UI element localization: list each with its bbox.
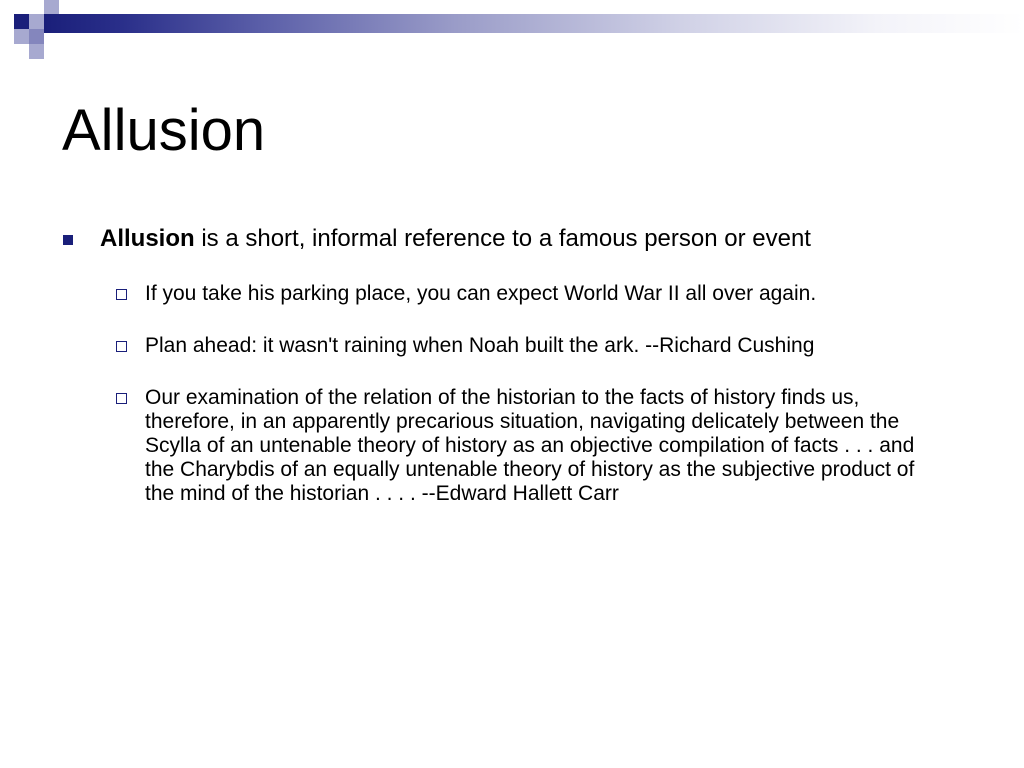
decor-square-light [44,0,59,14]
decor-square-light [29,44,44,59]
hollow-square-icon [116,393,127,404]
term-label: Allusion [100,225,195,252]
slide-title: Allusion [62,98,266,163]
filled-square-icon [63,235,73,245]
decor-square-light [14,29,29,44]
example-text: Plan ahead: it wasn't raining when Noah built the ark. --Richard Cushing [145,334,815,357]
example-text: If you take his parking place, you can expect World War II all over again. [145,282,817,305]
hollow-square-icon [116,341,127,352]
hollow-square-icon [116,289,127,300]
example-item [62,334,982,358]
header-gradient-band [44,14,1024,33]
term-definition: is a short, informal reference to a famous person or event [194,225,811,252]
decor-square-mid [29,29,44,44]
example-item [62,386,982,506]
example-text: Our examination of the relation of the historian to the facts of history finds us, therefore, in an apparently precarious situation, navigating delicately between the Scylla of an untenable theory of history as an objective compilation of facts . . . and the Charybdis of an equally untenable theory of history as the subjective product of the mind of the historian . . . . --Edward Hallett Carr [145,386,915,505]
decor-square-light [29,14,44,29]
decor-square-dark [14,14,29,29]
slide-body [62,222,982,534]
example-item [62,282,982,306]
main-bullet [62,222,982,256]
